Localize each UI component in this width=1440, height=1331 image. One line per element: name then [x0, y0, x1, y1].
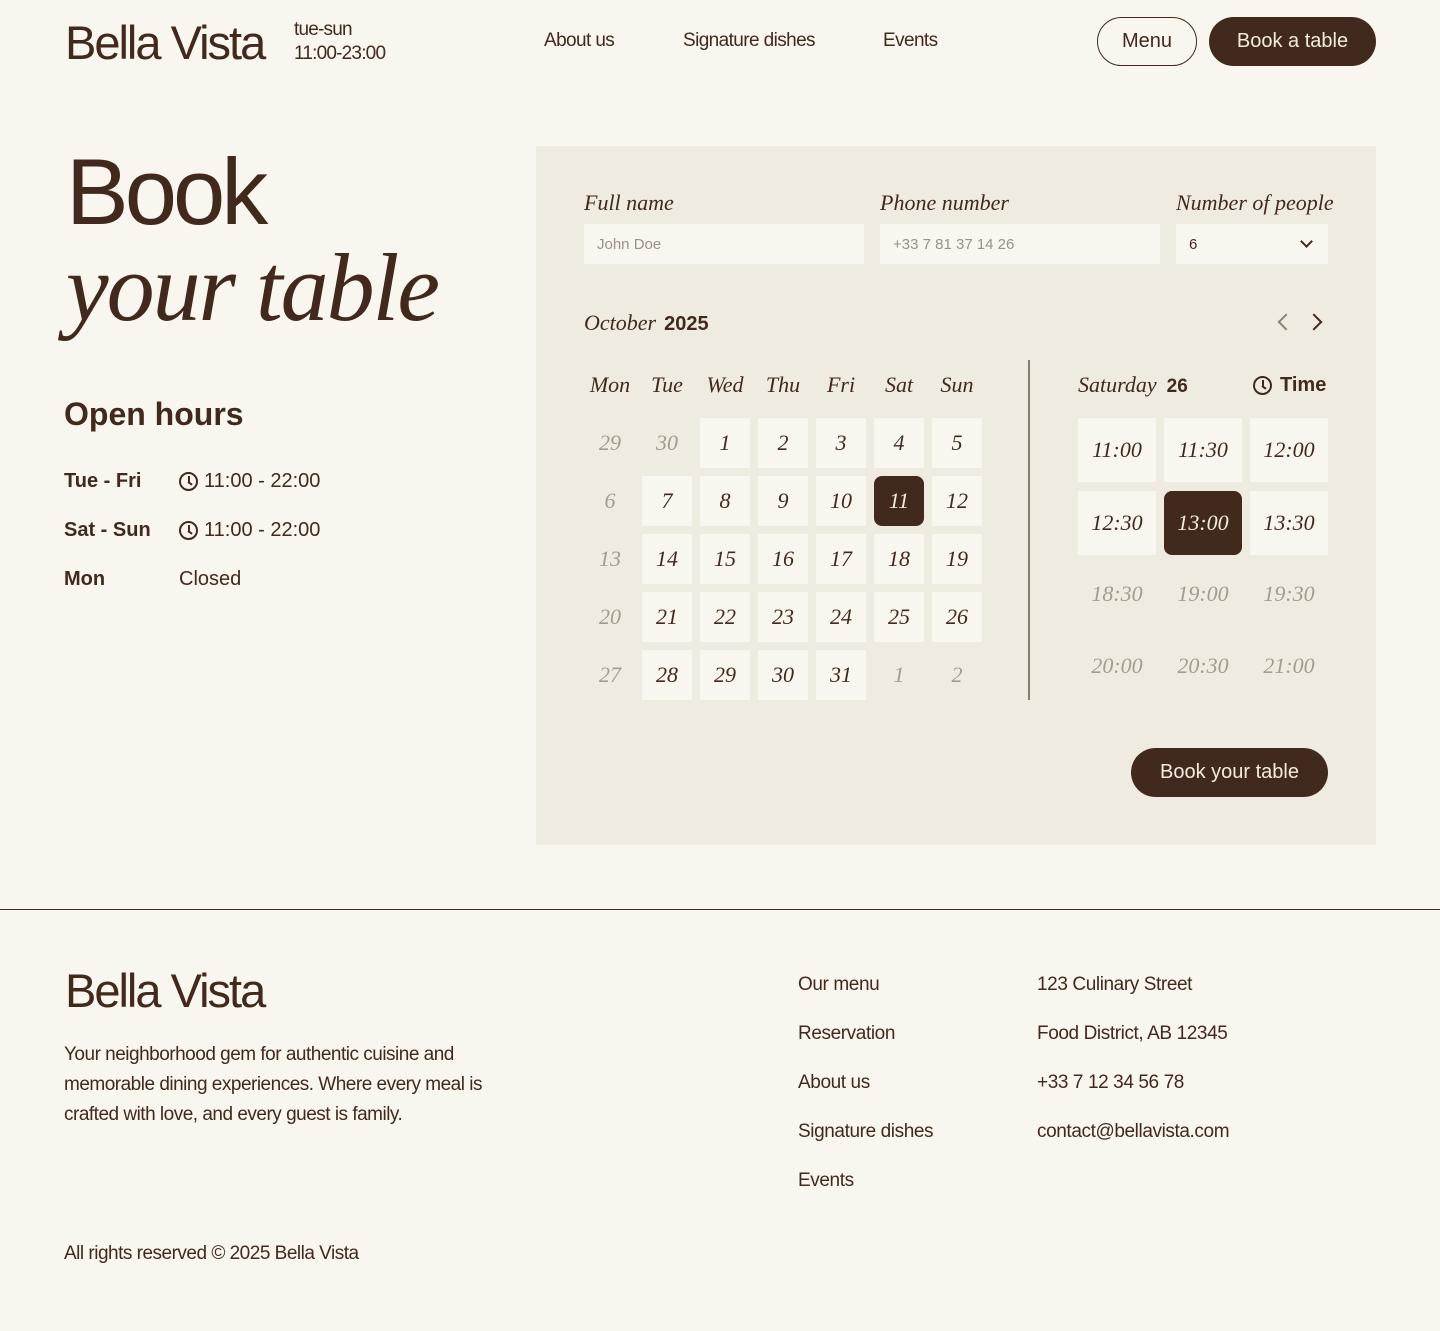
hero-title-line1: Book [66, 139, 265, 244]
calendar-day[interactable]: 10 [816, 476, 866, 526]
chevron-left-icon[interactable] [1278, 314, 1295, 331]
calendar-day[interactable]: 4 [874, 418, 924, 468]
chevron-down-icon [1300, 235, 1313, 248]
phone-label: Phone number [880, 190, 1009, 215]
footer-address-street: 123 Culinary Street [1037, 974, 1193, 995]
book-your-table-button[interactable]: Book your table [1131, 748, 1328, 797]
calendar-day: 6 [604, 488, 616, 513]
calendar-day[interactable]: 2 [758, 418, 808, 468]
calendar-day[interactable]: 31 [816, 650, 866, 700]
header-hours [294, 18, 385, 66]
calendar-year: 2025 [664, 313, 709, 335]
footer-description: Your neighborhood gem for authentic cuisine and memorable dining experiences. Where every meal is crafted with love, and every guest is family. [64, 1044, 482, 1125]
calendar-day[interactable]: 26 [932, 592, 982, 642]
time-slot: 19:30 [1263, 581, 1315, 606]
weekday-label: Thu [765, 372, 801, 397]
open-hours-row [64, 466, 404, 496]
calendar-day[interactable]: 3 [816, 418, 866, 468]
calendar-day[interactable]: 8 [700, 476, 750, 526]
weekday-label: Fri [826, 372, 856, 397]
time-slot-selected[interactable]: 13:00 [1164, 491, 1242, 555]
calendar-day[interactable]: 17 [816, 534, 866, 584]
calendar-day-selected[interactable]: 11 [874, 476, 924, 526]
calendar-day[interactable]: 24 [816, 592, 866, 642]
open-hours-time: Closed [179, 567, 242, 590]
calendar-day[interactable]: 29 [700, 650, 750, 700]
weekday-label: Sat [884, 372, 914, 397]
calendar-day[interactable]: 19 [932, 534, 982, 584]
calendar-day[interactable]: 18 [874, 534, 924, 584]
time-slot[interactable]: 12:00 [1250, 418, 1328, 482]
site-header [0, 0, 1440, 84]
calendar-day[interactable]: 12 [932, 476, 982, 526]
calendar-day: 2 [951, 662, 963, 687]
nav-signature-dishes[interactable]: Signature dishes [683, 30, 815, 51]
footer-link-our-menu[interactable]: Our menu [798, 974, 880, 995]
header-days: tue-sun [294, 19, 352, 40]
calendar-day: 29 [599, 430, 621, 455]
open-hours-time: 11:00 - 22:00 [204, 518, 321, 541]
weekday-label: Mon [589, 372, 631, 397]
time-slot[interactable]: 12:30 [1078, 491, 1156, 555]
open-hours-day: Mon [64, 567, 106, 590]
hero-title-line2: your table [66, 234, 438, 341]
selected-day-number: 26 [1166, 376, 1188, 397]
selected-day-name: Saturday [1078, 372, 1157, 397]
weekday-label: Wed [706, 372, 744, 397]
calendar-day[interactable]: 7 [642, 476, 692, 526]
time-slot: 19:00 [1177, 581, 1229, 606]
calendar-day[interactable]: 22 [700, 592, 750, 642]
footer-address-city: Food District, AB 12345 [1037, 1023, 1228, 1044]
time-heading-label: Time [1280, 374, 1327, 396]
calendar-day[interactable]: 1 [700, 418, 750, 468]
clock-icon [1253, 376, 1272, 395]
book-a-table-button[interactable]: Book a table [1209, 17, 1376, 66]
menu-button[interactable]: Menu [1097, 17, 1197, 66]
time-slot: 20:00 [1091, 653, 1143, 678]
open-hours-row [64, 515, 404, 545]
calendar-day[interactable]: 14 [642, 534, 692, 584]
time-slot[interactable]: 13:30 [1250, 491, 1328, 555]
logo[interactable]: Bella Vista [65, 16, 265, 69]
calendar-day[interactable]: 25 [874, 592, 924, 642]
footer-phone[interactable]: +33 7 12 34 56 78 [1037, 1072, 1184, 1093]
people-label: Number of people [1176, 190, 1334, 215]
footer-link-events[interactable]: Events [798, 1170, 854, 1191]
nav-about-us[interactable]: About us [544, 30, 615, 51]
header-time: 11:00-23:00 [294, 43, 386, 64]
weekday-label: Tue [651, 372, 683, 397]
people-select[interactable] [1176, 224, 1328, 264]
calendar-day: 13 [599, 546, 621, 571]
nav-events[interactable]: Events [883, 30, 938, 51]
calendar-day[interactable]: 15 [700, 534, 750, 584]
calendar-day: 20 [599, 604, 621, 629]
footer-link-signature-dishes[interactable]: Signature dishes [798, 1121, 934, 1142]
calendar-day: 27 [599, 662, 621, 687]
calendar-day[interactable]: 28 [642, 650, 692, 700]
full-name-label: Full name [584, 190, 674, 215]
time-slot: 21:00 [1263, 653, 1315, 678]
time-heading [1253, 374, 1326, 397]
calendar-day: 30 [656, 430, 678, 455]
calendar-day[interactable]: 9 [758, 476, 808, 526]
calendar-day[interactable]: 23 [758, 592, 808, 642]
calendar-month: October [584, 310, 657, 335]
calendar-month-label [584, 310, 709, 336]
footer-divider [0, 909, 1440, 910]
phone-input[interactable]: +33 7 81 37 14 26 [880, 224, 1160, 264]
footer-link-about-us[interactable]: About us [798, 1072, 870, 1093]
footer-link-reservation[interactable]: Reservation [798, 1023, 895, 1044]
open-hours-day: Sat - Sun [64, 518, 151, 541]
chevron-right-icon[interactable] [1306, 314, 1323, 331]
people-select-value: 6 [1189, 235, 1198, 253]
weekday-label: Sun [940, 372, 974, 397]
copyright: All rights reserved © 2025 Bella Vista [64, 1243, 359, 1264]
calendar-day[interactable]: 16 [758, 534, 808, 584]
footer-email[interactable]: contact@bellavista.com [1037, 1121, 1230, 1142]
divider [1028, 360, 1030, 700]
open-hours-day: Tue - Fri [64, 469, 142, 492]
time-slot[interactable]: 11:00 [1078, 418, 1156, 482]
full-name-input[interactable]: John Doe [584, 224, 864, 264]
selected-date [1078, 372, 1188, 398]
time-slot: 20:30 [1177, 653, 1229, 678]
open-hours-time: 11:00 - 22:00 [204, 469, 321, 492]
clock-icon [179, 472, 198, 491]
footer-logo: Bella Vista [65, 964, 265, 1017]
time-slot: 18:30 [1091, 581, 1143, 606]
calendar-day: 1 [893, 662, 905, 687]
booking-panel [536, 146, 1376, 845]
calendar-day[interactable]: 5 [932, 418, 982, 468]
calendar-day[interactable]: 21 [642, 592, 692, 642]
open-hours-title: Open hours [64, 396, 244, 432]
clock-icon [179, 521, 198, 540]
time-slot[interactable]: 11:30 [1164, 418, 1242, 482]
open-hours-row [64, 564, 404, 594]
calendar-day[interactable]: 30 [758, 650, 808, 700]
